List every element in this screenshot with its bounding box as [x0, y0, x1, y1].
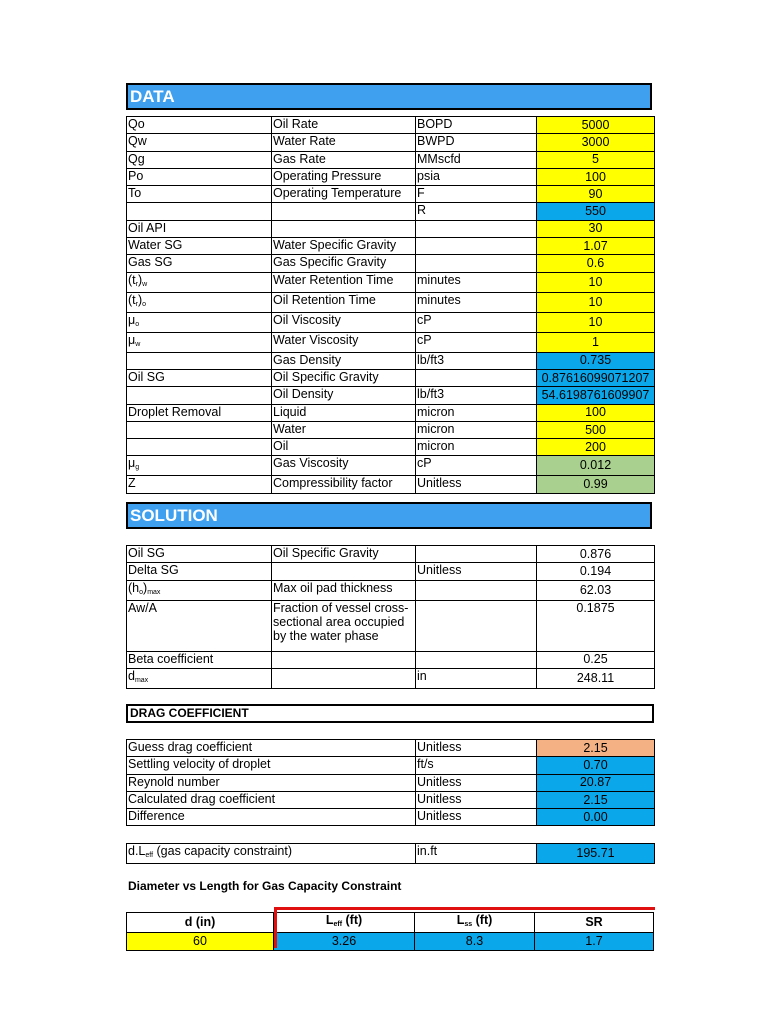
data-value: 5 [537, 151, 655, 168]
drag-section-header: DRAG COEFFICIENT [126, 704, 654, 723]
solution-unit [416, 651, 537, 668]
gas-capacity-value: 195.71 [537, 844, 655, 864]
data-value: 30 [537, 220, 655, 237]
cell-d: 60 [127, 933, 274, 951]
solution-row [127, 563, 655, 580]
solution-value: 0.194 [537, 563, 655, 580]
gas-capacity-unit: in.ft [416, 844, 537, 864]
data-row [127, 186, 655, 203]
data-unit [416, 255, 537, 272]
drag-row [127, 809, 655, 826]
data-description [272, 203, 416, 220]
data-unit: micron [416, 421, 537, 438]
drag-unit: ft/s [416, 757, 537, 774]
data-row [127, 332, 655, 352]
data-row [127, 255, 655, 272]
data-row [127, 272, 655, 292]
solution-description: Oil Specific Gravity [272, 546, 416, 563]
data-value: 500 [537, 421, 655, 438]
data-unit: Unitless [416, 476, 537, 493]
data-symbol: Qw [127, 134, 272, 151]
cell-lss: 8.3 [415, 933, 535, 951]
data-value: 1 [537, 332, 655, 352]
data-row [127, 352, 655, 369]
drag-value: 2.15 [537, 740, 655, 757]
data-symbol [127, 387, 272, 404]
data-row [127, 387, 655, 404]
data-row [127, 203, 655, 220]
data-row [127, 456, 655, 476]
data-unit: cP [416, 312, 537, 332]
data-row [127, 421, 655, 438]
data-row [127, 312, 655, 332]
data-unit: minutes [416, 292, 537, 312]
data-value: 0.99 [537, 476, 655, 493]
drag-label: Reynold number [127, 774, 416, 791]
data-value: 100 [537, 404, 655, 421]
data-symbol: $\mu_o$ [127, 312, 272, 332]
data-description: Oil Retention Time [272, 292, 416, 312]
data-value: 10 [537, 272, 655, 292]
drag-value: 2.15 [537, 791, 655, 808]
data-unit [416, 220, 537, 237]
data-unit [416, 369, 537, 386]
data-value: 90 [537, 186, 655, 203]
data-row [127, 369, 655, 386]
solution-symbol: $(h_o)_{max}$ [127, 580, 272, 600]
data-description: Gas Viscosity [272, 456, 416, 476]
data-unit: micron [416, 439, 537, 456]
solution-unit [416, 600, 537, 651]
data-symbol: Z [127, 476, 272, 493]
data-description: Water Specific Gravity [272, 238, 416, 255]
solution-unit: Unitless [416, 563, 537, 580]
drag-label: Difference [127, 809, 416, 826]
solution-symbol: Aw/A [127, 600, 272, 651]
diameter-length-table [126, 912, 654, 951]
solution-section-header: SOLUTION [126, 502, 652, 529]
drag-row [127, 791, 655, 808]
data-description: Oil Rate [272, 117, 416, 134]
drag-label: Settling velocity of droplet [127, 757, 416, 774]
data-unit: lb/ft3 [416, 352, 537, 369]
drag-label: Calculated drag coefficient [127, 791, 416, 808]
data-symbol [127, 421, 272, 438]
drag-unit: Unitless [416, 809, 537, 826]
drag-label: Guess drag coefficient [127, 740, 416, 757]
cell-sr: 1.7 [535, 933, 654, 951]
drag-row [127, 740, 655, 757]
drag-value: 0.00 [537, 809, 655, 826]
data-value: 550 [537, 203, 655, 220]
data-row [127, 134, 655, 151]
diameter-table-header-row [127, 913, 654, 933]
data-unit: psia [416, 168, 537, 185]
data-value: 3000 [537, 134, 655, 151]
solution-row [127, 600, 655, 651]
solution-symbol: Delta SG [127, 563, 272, 580]
data-row [127, 117, 655, 134]
data-description: Operating Pressure [272, 168, 416, 185]
data-symbol: Gas SG [127, 255, 272, 272]
drag-unit: Unitless [416, 791, 537, 808]
header-sr: SR [535, 913, 654, 933]
data-description: Compressibility factor [272, 476, 416, 493]
drag-row [127, 774, 655, 791]
data-value: 10 [537, 312, 655, 332]
data-value: 5000 [537, 117, 655, 134]
data-symbol: Oil SG [127, 369, 272, 386]
solution-row [127, 651, 655, 668]
data-description: Gas Rate [272, 151, 416, 168]
solution-value: 0.1875 [537, 600, 655, 651]
solution-symbol: $d_{max}$ [127, 668, 272, 688]
solution-value: 248.11 [537, 668, 655, 688]
data-description: Oil Specific Gravity [272, 369, 416, 386]
data-description [272, 220, 416, 237]
data-symbol: $(t_r)_o$ [127, 292, 272, 312]
data-description: Oil [272, 439, 416, 456]
solution-unit: in [416, 668, 537, 688]
data-value: 0.87616099071207 [537, 369, 655, 386]
data-table [126, 116, 655, 494]
solution-row [127, 580, 655, 600]
data-description: Oil Viscosity [272, 312, 416, 332]
solution-value: 62.03 [537, 580, 655, 600]
data-description: Water [272, 421, 416, 438]
data-symbol [127, 203, 272, 220]
data-unit [416, 238, 537, 255]
data-value: 10 [537, 292, 655, 312]
drag-value: 0.70 [537, 757, 655, 774]
data-value: 100 [537, 168, 655, 185]
solution-value: 0.25 [537, 651, 655, 668]
data-symbol: Qo [127, 117, 272, 134]
data-row [127, 220, 655, 237]
drag-unit: Unitless [416, 774, 537, 791]
data-unit: F [416, 186, 537, 203]
data-row [127, 476, 655, 493]
data-description: Liquid [272, 404, 416, 421]
solution-table [126, 545, 655, 689]
data-symbol: Oil API [127, 220, 272, 237]
solution-unit [416, 546, 537, 563]
drag-row [127, 757, 655, 774]
drag-unit: Unitless [416, 740, 537, 757]
header-lss: $L_{ss}$ (ft) [415, 913, 535, 933]
solution-symbol: Beta coefficient [127, 651, 272, 668]
solution-row [127, 546, 655, 563]
data-symbol: Droplet Removal [127, 404, 272, 421]
gas-capacity-table [126, 843, 655, 864]
data-description: Gas Density [272, 352, 416, 369]
data-section-header: DATA [126, 83, 652, 110]
data-description: Water Retention Time [272, 272, 416, 292]
solution-description [272, 668, 416, 688]
data-description: Water Rate [272, 134, 416, 151]
solution-symbol: Oil SG [127, 546, 272, 563]
data-description: Oil Density [272, 387, 416, 404]
data-row [127, 151, 655, 168]
data-row [127, 292, 655, 312]
data-symbol: To [127, 186, 272, 203]
data-row [127, 238, 655, 255]
data-description: Water Viscosity [272, 332, 416, 352]
header-leff: $L_{eff}$ (ft) [274, 913, 415, 933]
data-unit: BOPD [416, 117, 537, 134]
data-value: 0.012 [537, 456, 655, 476]
data-unit: MMscfd [416, 151, 537, 168]
solution-description: Fraction of vessel cross-sectional area occupied by the water phase [272, 600, 416, 651]
data-symbol: $(t_r)_w$ [127, 272, 272, 292]
solution-description [272, 651, 416, 668]
data-symbol: Po [127, 168, 272, 185]
data-unit: cP [416, 332, 537, 352]
data-value: 200 [537, 439, 655, 456]
data-symbol: $\mu_g$ [127, 456, 272, 476]
data-value: 0.735 [537, 352, 655, 369]
gas-capacity-label: $d.L_{eff}$ (gas capacity constraint) [127, 844, 416, 864]
data-symbol: $\mu_w$ [127, 332, 272, 352]
data-unit: BWPD [416, 134, 537, 151]
header-d: d (in) [127, 913, 274, 933]
diameter-table-row [127, 933, 654, 951]
selection-outline-left [274, 907, 277, 948]
data-value: 54.6198761609907 [537, 387, 655, 404]
data-unit: minutes [416, 272, 537, 292]
drag-table [126, 739, 655, 826]
cell-leff: 3.26 [274, 933, 415, 951]
solution-unit [416, 580, 537, 600]
diameter-table-caption: Diameter vs Length for Gas Capacity Constraint [128, 879, 402, 893]
data-row [127, 404, 655, 421]
data-value: 0.6 [537, 255, 655, 272]
gas-capacity-row [127, 844, 655, 864]
selection-outline-top [274, 907, 655, 910]
solution-value: 0.876 [537, 546, 655, 563]
data-value: 1.07 [537, 238, 655, 255]
solution-row [127, 668, 655, 688]
data-row [127, 439, 655, 456]
data-unit: R [416, 203, 537, 220]
data-description: Gas Specific Gravity [272, 255, 416, 272]
data-symbol [127, 439, 272, 456]
data-unit: micron [416, 404, 537, 421]
data-unit: cP [416, 456, 537, 476]
solution-description: Max oil pad thickness [272, 580, 416, 600]
data-symbol: Water SG [127, 238, 272, 255]
data-symbol [127, 352, 272, 369]
data-row [127, 168, 655, 185]
data-unit: lb/ft3 [416, 387, 537, 404]
drag-value: 20.87 [537, 774, 655, 791]
data-description: Operating Temperature [272, 186, 416, 203]
data-symbol: Qg [127, 151, 272, 168]
solution-description [272, 563, 416, 580]
